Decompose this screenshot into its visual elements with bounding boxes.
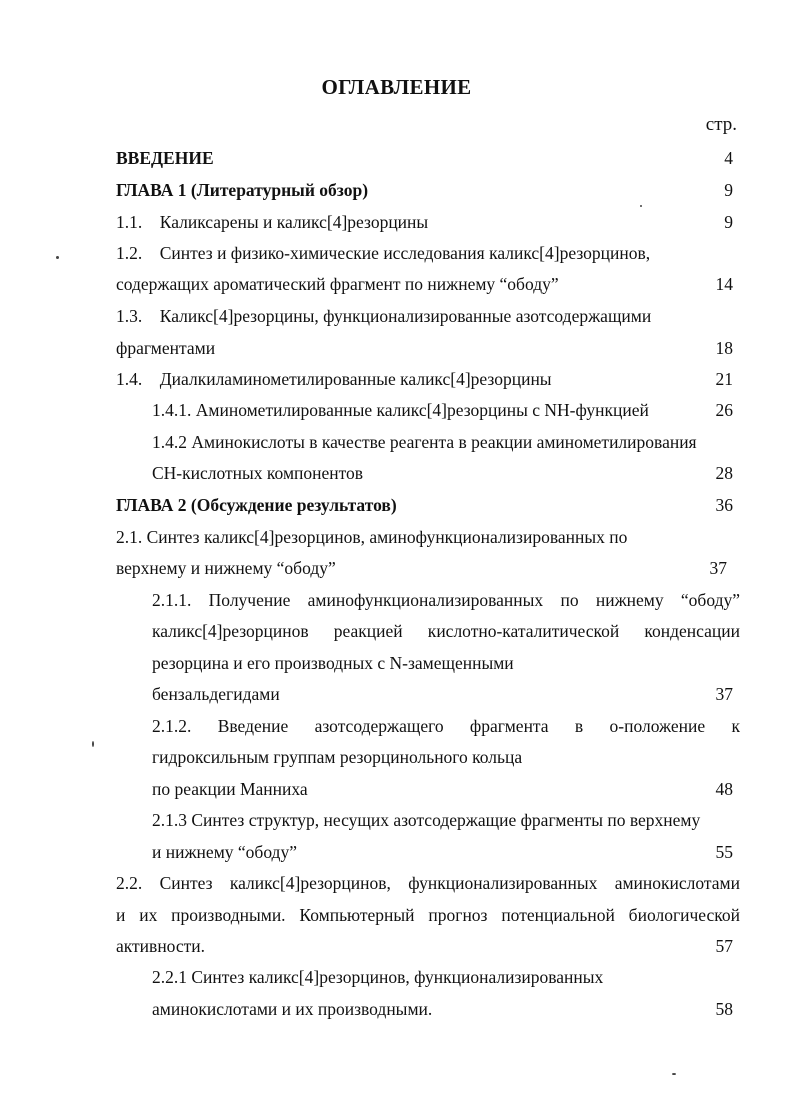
- toc-entry-2-2-1-cont: аминокислотами и их производными.: [152, 999, 433, 1019]
- scan-speck: [56, 256, 59, 259]
- toc-page-number: 58: [715, 999, 733, 1019]
- toc-entry-2-1-1-cont: каликс[4]резорцинов реакцией кислотно-каталитической конденсации: [152, 621, 740, 641]
- toc-entry-1-2-cont: содержащих ароматический фрагмент по нижнему “ободу”: [116, 274, 559, 294]
- toc-entry-1-4-2-cont: СН-кислотных компонентов: [152, 463, 364, 483]
- toc-entry-2-2-cont: и их производными. Компьютерный прогноз потенциальной биологической: [116, 905, 740, 925]
- toc-entry-2-2: 2.2. Синтез каликс[4]резорцинов, функционализированных аминокислотами: [116, 873, 740, 893]
- toc-page-number: 26: [715, 400, 733, 420]
- toc-entry-2-1: 2.1. Синтез каликс[4]резорцинов, аминофункционализированных по: [116, 527, 628, 547]
- page-column-header: стр.: [705, 114, 737, 135]
- toc-entry-chapter-2: ГЛАВА 2 (Обсуждение результатов): [116, 495, 397, 515]
- toc-entry-1-4-1: 1.4.1. Аминометилированные каликс[4]резорцины с NH-функцией: [152, 400, 649, 420]
- page-title: ОГЛАВЛЕНИЕ: [321, 75, 472, 99]
- toc-entry-2-1-2-cont: гидроксильным группам резорцинольного кольца: [152, 747, 523, 767]
- toc-entry-1-4-2: 1.4.2 Аминокислоты в качестве реагента в реакции аминометилирования: [152, 432, 697, 452]
- toc-entry-2-1-3: 2.1.3 Синтез структур, несущих азотсодержащие фрагменты по верхнему: [152, 810, 701, 830]
- toc-entry-2-2-cont: активности.: [116, 936, 206, 956]
- toc-entry-intro: ВВЕДЕНИЕ: [116, 148, 214, 168]
- toc-entry-2-2-1: 2.2.1 Синтез каликс[4]резорцинов, функционализированных: [152, 967, 604, 987]
- toc-page-number: 9: [724, 212, 733, 232]
- toc-entry-2-1-2-cont: по реакции Манниха: [152, 779, 308, 799]
- toc-entry-1-2: 1.2. Синтез и физико-химические исследования каликс[4]резорцинов,: [116, 243, 651, 263]
- toc-page-number: 14: [715, 274, 733, 294]
- toc-entry-2-1-1: 2.1.1. Получение аминофункционализированных по нижнему “ободу”: [152, 590, 740, 610]
- toc-page-number: 48: [715, 779, 733, 799]
- toc-entry-1-3-cont: фрагментами: [116, 338, 216, 358]
- toc-entry-2-1-3-cont: и нижнему “ободу”: [152, 842, 297, 862]
- toc-entry-1-1: 1.1. Каликсарены и каликс[4]резорцины: [116, 212, 429, 232]
- scan-speck: [672, 1073, 676, 1075]
- toc-page-number: 37: [715, 684, 733, 704]
- toc-page-number: 36: [715, 495, 733, 515]
- toc-entry-2-1-cont: верхнему и нижнему “ободу”: [116, 558, 336, 578]
- toc-entry-2-1-1-cont: бензальдегидами: [152, 684, 280, 704]
- scan-speck: [92, 741, 94, 747]
- toc-entry-1-3: 1.3. Каликс[4]резорцины, функционализированные азотсодержащими: [116, 306, 652, 326]
- toc-entry-2-1-2: 2.1.2. Введение азотсодержащего фрагмента в о-положение к: [152, 716, 740, 736]
- toc-page-number: 21: [715, 369, 733, 389]
- toc-page-number: 9: [724, 180, 733, 200]
- toc-page-number: 55: [715, 842, 733, 862]
- toc-page-number: 57: [715, 936, 733, 956]
- toc-page-number: 18: [715, 338, 733, 358]
- toc-page-number: 4: [724, 148, 733, 168]
- toc-entry-chapter-1: ГЛАВА 1 (Литературный обзор): [116, 180, 369, 200]
- toc-entry-1-4: 1.4. Диалкиламинометилированные каликс[4]резорцины: [116, 369, 552, 389]
- toc-page-number: 28: [715, 463, 733, 483]
- toc-entry-2-1-1-cont: резорцина и его производных с N-замещенными: [152, 653, 514, 673]
- scan-speck: [640, 205, 642, 207]
- toc-page-number: 37: [709, 558, 727, 578]
